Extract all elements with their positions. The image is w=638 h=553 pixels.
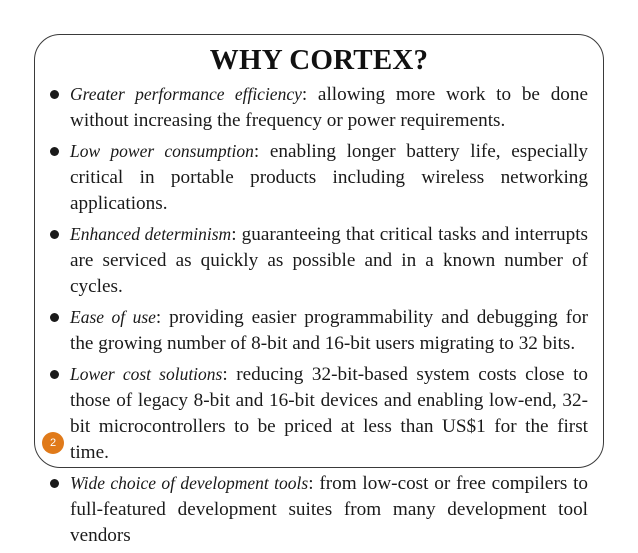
bullet-text: : reducing 32-bit-based system costs close to those of legacy 8-bit and 16-bit devices and enabling low-end, 32-bit microcontrollers to be priced at less than US$1 for the first time. <box>70 364 588 463</box>
bullet-term: Lower cost solutions <box>70 364 223 384</box>
bullet-list <box>44 81 588 553</box>
bullet-item-lower-cost <box>44 361 588 466</box>
bullet-term: Greater performance efficiency <box>70 84 302 104</box>
bullet-item-ease-of-use <box>44 304 588 357</box>
bullet-item-low-power <box>44 138 588 217</box>
bullet-item-determinism <box>44 221 588 300</box>
bullet-text: : allowing more work to be done without increasing the frequency or power requirements. <box>70 84 588 131</box>
bullet-text: : from low-cost or free compilers to full-featured development suites from many development tool vendors <box>70 473 589 546</box>
slide-title: WHY CORTEX? <box>209 44 429 76</box>
bullet-term: Ease of use <box>70 307 156 327</box>
bullet-term: Wide choice of development tools <box>70 473 309 493</box>
bullet-term: Enhanced determinism <box>70 224 232 244</box>
bullet-text: : guaranteeing that critical tasks and interrupts are serviced as quickly as possible and in a known number of cycles. <box>70 224 588 297</box>
page-number-badge: 2 <box>42 432 64 454</box>
bullet-dot-icon <box>50 230 59 239</box>
bullet-dot-icon <box>50 313 59 322</box>
bullet-item-performance <box>44 81 588 134</box>
bullet-item-dev-tools <box>44 470 588 549</box>
bullet-text: : enabling longer battery life, especially critical in portable products including wireless networking applications. <box>70 141 588 214</box>
bullet-dot-icon <box>50 147 59 156</box>
bullet-dot-icon <box>50 370 59 379</box>
bullet-text: : providing easier programmability and debugging for the growing number of 8-bit and 16-bit users migrating to 32 bits. <box>70 307 588 354</box>
bullet-term: Low power consumption <box>70 141 254 161</box>
bullet-dot-icon <box>50 479 59 488</box>
bullet-dot-icon <box>50 90 59 99</box>
